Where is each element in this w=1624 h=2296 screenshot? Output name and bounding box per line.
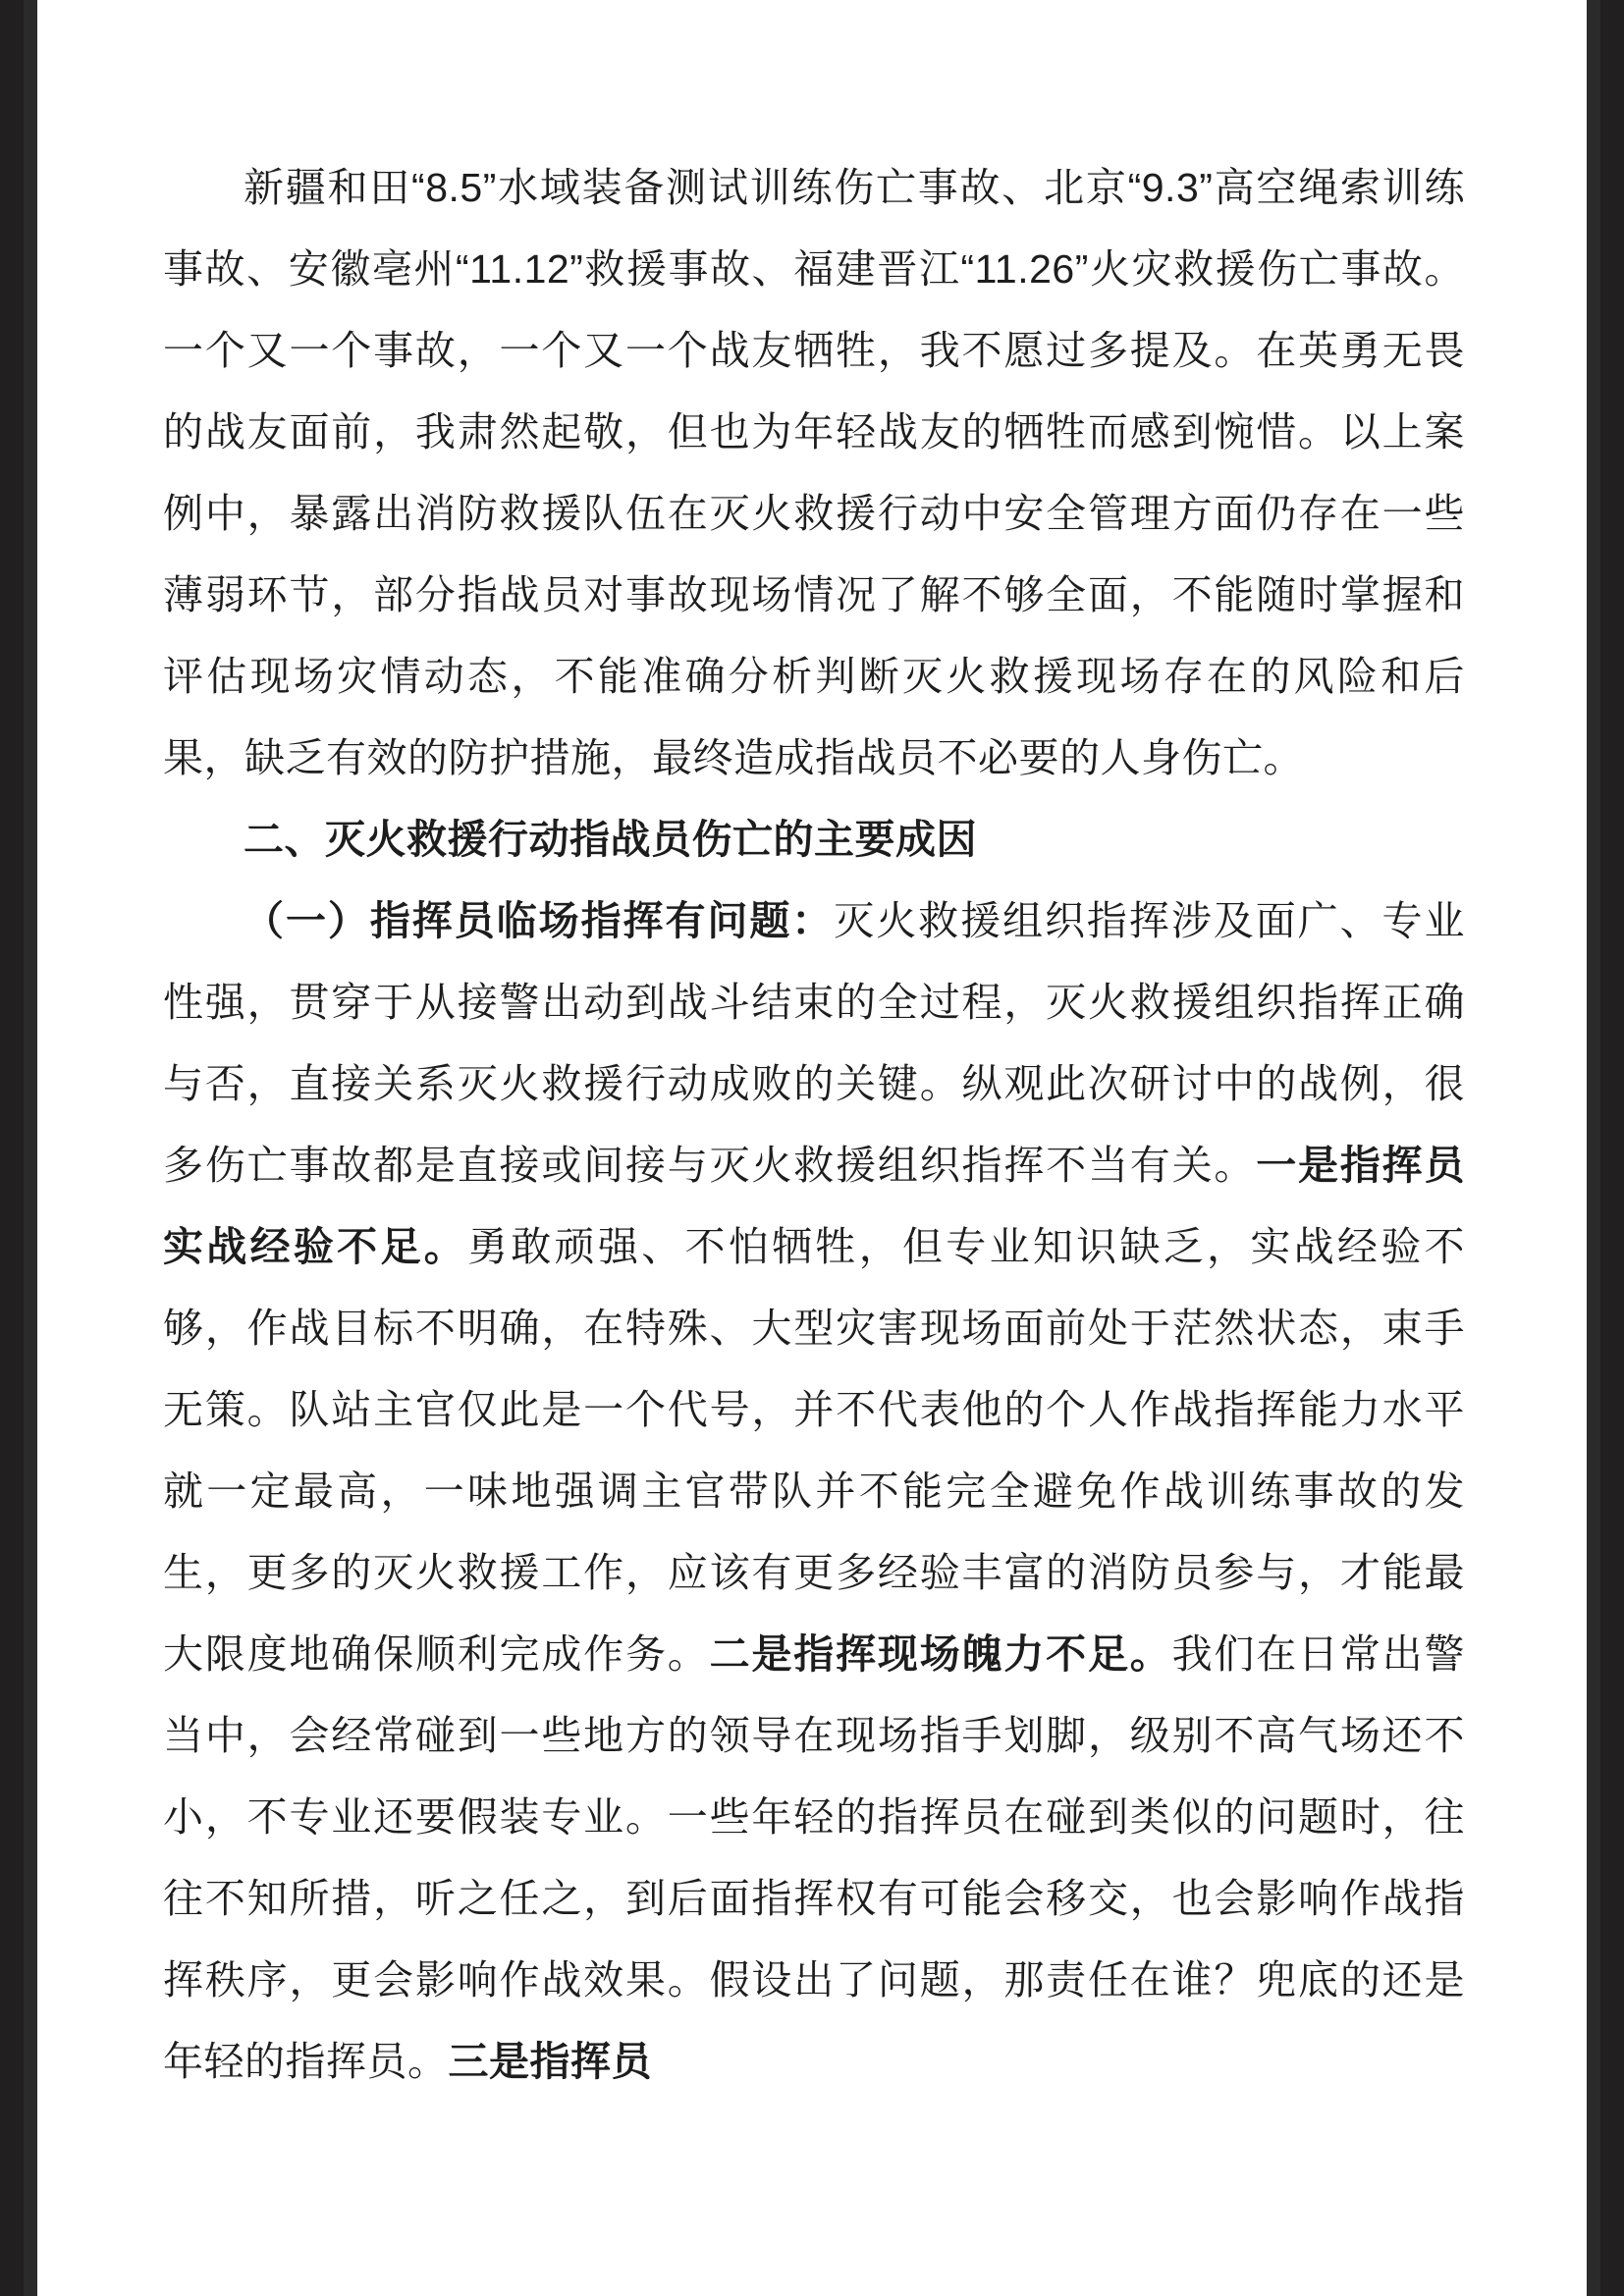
page-edge-bar-left <box>0 0 24 2296</box>
text-run: 我们在日常出警当中，会经常碰到一些地方的领导在现场指手划脚，级别不高气场还不小，不专业还要假装专业。一些年轻的指挥员在碰到类似的问题时，往往不知所措，听之任之，到后面指挥权有可能会移交，也会影响作战指挥秩序，更会影响作战效果。假设出了问题，那责任在谁？兜底的还是年轻的指挥员。 <box>163 1631 1466 2084</box>
section-heading-two: 二、灭火救援行动指战员伤亡的主要成因 <box>244 817 977 862</box>
page-edge-bar-left-inner <box>24 0 37 2296</box>
paragraph-intro-cases <box>163 147 1465 799</box>
text-run: 勇敢顽强、不怕牺牲，但专业知识缺乏，实战经验不够，作战目标不明确，在特殊、大型灾害现场面前处于茫然状态，束手无策。队站主官仅此是一个代号，并不代表他的个人作战指挥能力水平就一定最高，一味地强调主官带队并不能完全避免作战训练事故的发生，更多的灭火救援工作，应该有更多经验丰富的消防员参与，才能最大限度地确保顺利完成作务。 <box>163 1224 1466 1677</box>
text-run: 灭火救援组织指挥涉及面广、专业性强，贯穿于从接警出动到战斗结束的全过程，灭火救援组织指挥正确与否，直接关系灭火救援行动成败的关键。纵观此次研讨中的战例，很多伤亡事故都是直接或间接与灭火救援组织指挥不当有关。 <box>163 898 1465 1188</box>
text-run-bold-point-two: 二是指挥现场魄力不足。 <box>709 1631 1172 1677</box>
text-run-bold-point-one: 一是指挥员实战经验不足。 <box>163 1143 1466 1269</box>
text-run-bold-subheading: （一）指挥员临场指挥有问题： <box>244 898 835 943</box>
page-edge-bar-right <box>1600 0 1624 2296</box>
document-body <box>163 147 1465 2103</box>
text-run-bold-point-three: 三是指挥员 <box>448 2039 652 2084</box>
paragraph-commander-issues <box>163 881 1465 2103</box>
page-edge-bar-right-inner <box>1587 0 1600 2296</box>
text-run: 新疆和田“8.5”水域装备测试训练伤亡事故、北京“9.3”高空绳索训练事故、安徽亳州“11.12”救援事故、福建晋江“11.26”火灾救援伤亡事故。一个又一个事故，一个又一个战友牺牲，我不愿过多提及。在英勇无畏的战友面前，我肃然起敬，但也为年轻战友的牺牲而感到惋惜。以上案例中，暴露出消防救援队伍在灭火救援行动中安全管理方面仍存在一些薄弱环节，部分指战员对事故现场情况了解不够全面，不能随时掌握和评估现场灾情动态，不能准确分析判断灭火救援现场存在的风险和后果，缺乏有效的防护措施，最终造成指战员不必要的人身伤亡。 <box>163 165 1465 780</box>
